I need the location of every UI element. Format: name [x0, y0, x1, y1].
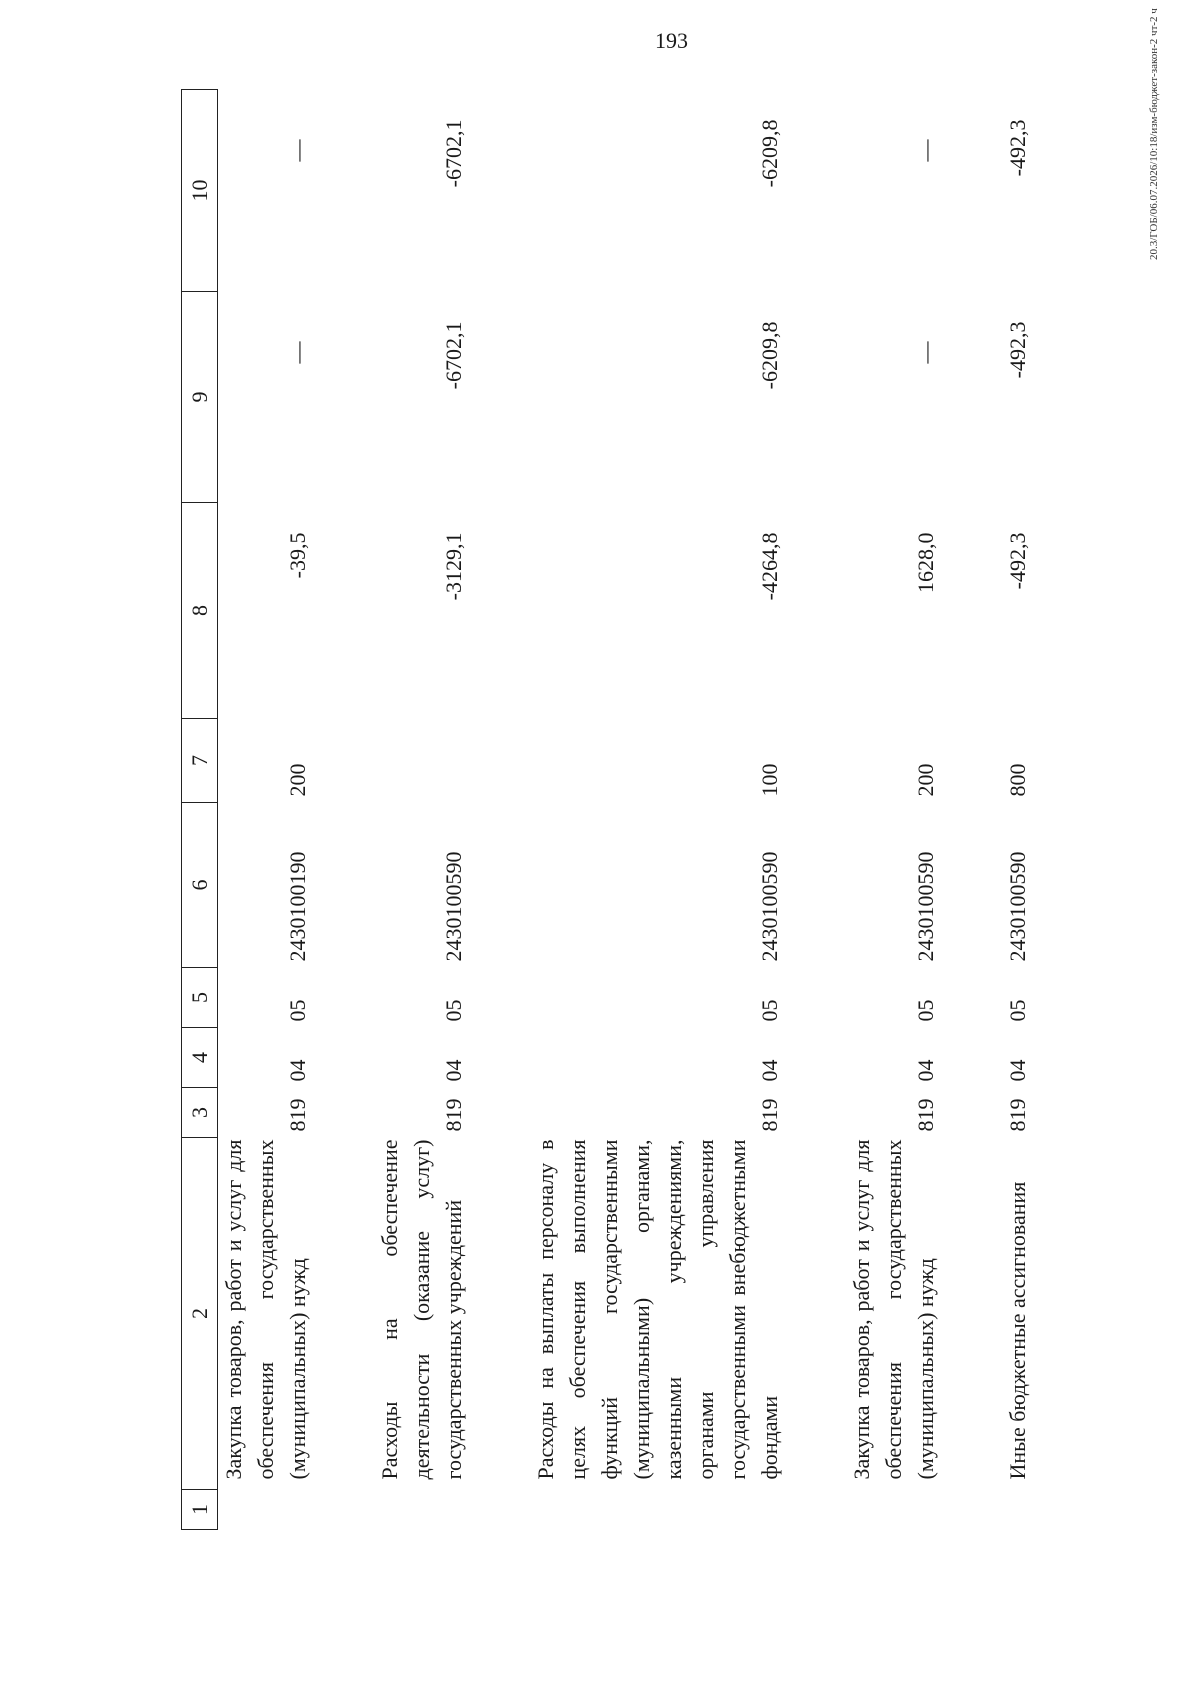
- cell-c10: -6209,8: [757, 119, 782, 188]
- row-name: Расходы на выплаты персоналу в целях обеспечения выполнения функций государственными (муниципальными) органами, казенными учреждениями, органами управления государственными внебюджетными фондами: [533, 1139, 782, 1480]
- cell-c8: -4264,8: [757, 532, 782, 601]
- cell-c3: 819: [441, 1098, 466, 1132]
- footer-code: 20.3/ГОБ/06.07.2026/10:18/изм-бюджет-закон-2 чт-2 ч: [1148, 8, 1160, 260]
- row-name: Иные бюджетные ассигнования: [1005, 1181, 1030, 1480]
- cell-empty: [374, 1490, 470, 1530]
- cell-c10: -6702,1: [441, 119, 466, 188]
- header-cell: 8: [182, 503, 218, 719]
- row-name: Закупка товаров, работ и услуг для обеспечения государственных (муниципальных) нужд: [849, 1139, 938, 1480]
- cell-c3: 819: [757, 1098, 782, 1132]
- row-spacer: [786, 90, 846, 1530]
- cell-c5: 05: [1005, 999, 1030, 1022]
- cell-c3: 819: [1005, 1098, 1030, 1132]
- row-name: Закупка товаров, работ и услуг для обеспечения государственных (муниципальных) нужд: [221, 1139, 310, 1480]
- cell-c3: 819: [285, 1098, 310, 1132]
- cell-c7: 100: [757, 763, 782, 797]
- cell-c7: 200: [913, 763, 938, 797]
- cell-c6: 2430100590: [1005, 851, 1030, 962]
- cell-c8: -39,5: [285, 532, 310, 579]
- cell-c8: -3129,1: [441, 532, 466, 601]
- cell-c8: -492,3: [1005, 532, 1030, 590]
- header-cell: 5: [182, 968, 218, 1028]
- cell-c9: -492,3: [1005, 321, 1030, 379]
- cell-c7: 200: [285, 763, 310, 797]
- cell-c9: -6702,1: [441, 321, 466, 390]
- cell-c5: 05: [441, 999, 466, 1022]
- cell-c4: 04: [285, 1059, 310, 1082]
- cell-empty: [530, 1490, 786, 1530]
- cell-c9: —: [285, 341, 310, 364]
- cell-c10: —: [913, 139, 938, 162]
- cell-c4: 04: [441, 1059, 466, 1082]
- header-cell: 7: [182, 719, 218, 803]
- cell-c6: 2430100590: [757, 851, 782, 962]
- header-row: [182, 90, 218, 1530]
- table-row: [1002, 90, 1034, 1530]
- cell-c4: 04: [757, 1059, 782, 1082]
- cell-c5: 05: [285, 999, 310, 1022]
- header-cell: 2: [182, 1138, 218, 1490]
- budget-table: [181, 89, 1034, 1530]
- cell-c6: 2430100590: [913, 851, 938, 962]
- row-spacer: [314, 90, 374, 1530]
- cell-c9: -6209,8: [757, 321, 782, 390]
- cell-c3: 819: [913, 1098, 938, 1132]
- header-cell: 3: [182, 1088, 218, 1138]
- row-spacer: [942, 90, 1002, 1530]
- cell-c5: 05: [913, 999, 938, 1022]
- cell-c6: 2430100590: [441, 851, 466, 962]
- cell-empty: [846, 1490, 942, 1530]
- rotated-table-container: [181, 90, 1030, 1530]
- table-row: [374, 90, 470, 1530]
- header-cell: 4: [182, 1028, 218, 1088]
- page-number: 193: [655, 28, 688, 53]
- table-row: [846, 90, 942, 1530]
- table-row: [530, 90, 786, 1530]
- header-cell: 9: [182, 292, 218, 503]
- row-name: Расходы на обеспечение деятельности (оказание услуг) государственных учреждений: [377, 1139, 466, 1480]
- cell-empty: [1002, 1490, 1034, 1530]
- cell-c4: 04: [1005, 1059, 1030, 1082]
- cell-c6: 2430100190: [285, 851, 310, 962]
- cell-c5: 05: [757, 999, 782, 1022]
- cell-c4: 04: [913, 1059, 938, 1082]
- cell-c10: —: [285, 139, 310, 162]
- header-cell: 10: [182, 90, 218, 292]
- header-cell: 1: [182, 1490, 218, 1530]
- table-row: [218, 90, 315, 1530]
- cell-empty: [218, 1490, 315, 1530]
- header-cell: 6: [182, 803, 218, 968]
- row-spacer: [470, 90, 530, 1530]
- cell-c7: 800: [1005, 763, 1030, 797]
- cell-c10: -492,3: [1005, 119, 1030, 177]
- cell-c9: —: [913, 341, 938, 364]
- cell-c7: [374, 719, 470, 803]
- cell-c8: 1628,0: [913, 532, 938, 593]
